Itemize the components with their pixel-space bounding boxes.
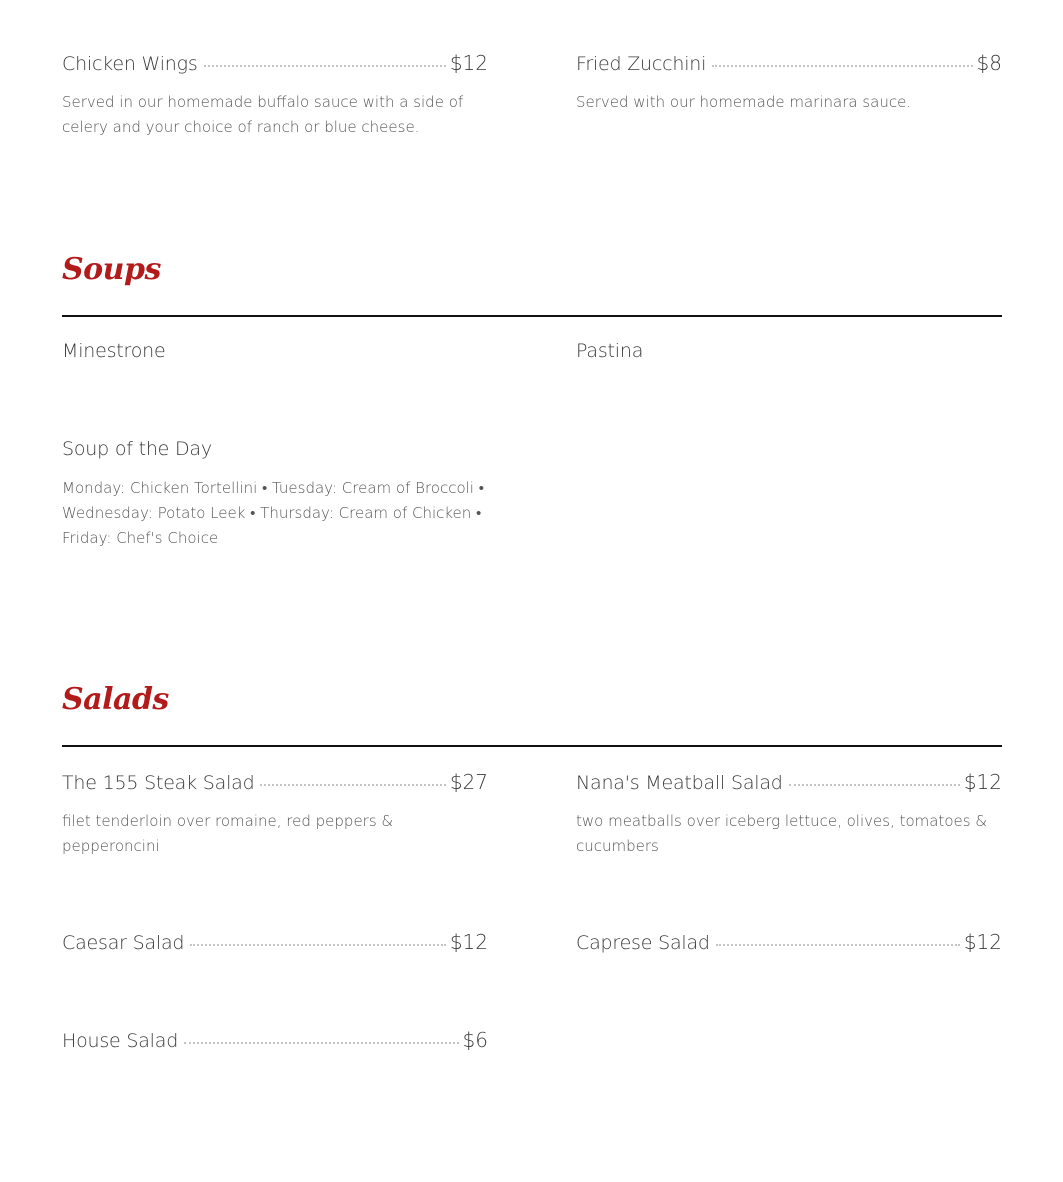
menu-item-header <box>576 768 1002 796</box>
menu-item-chicken-wings <box>62 49 488 140</box>
section-title-salads: Salads <box>62 682 169 717</box>
section-title-soups: Soups <box>62 252 161 287</box>
menu-item-description: Served in our homemade buffalo sauce with a side of celery and your choice of ranch or blue cheese. <box>62 93 464 136</box>
dot-leader <box>260 784 445 786</box>
menu-item-price: $12 <box>449 51 488 75</box>
menu-item-description: Monday: Chicken Tortellini • Tuesday: Cream of Broccoli • Wednesday: Potato Leek • Thursday: Cream of Chicken • Friday: Chef's Choice <box>62 479 484 547</box>
menu-item-header <box>576 928 1002 956</box>
dot-leader <box>190 944 446 946</box>
menu-item-name: Pastina <box>576 340 644 362</box>
menu-item-header <box>62 337 488 365</box>
menu-item-price: $12 <box>963 930 1002 954</box>
menu-item-name: Caesar Salad <box>62 932 185 954</box>
dot-leader <box>712 65 972 67</box>
menu-item-name: House Salad <box>62 1030 179 1052</box>
menu-item-description: Served with our homemade marinara sauce. <box>576 93 912 111</box>
menu-item-price: $12 <box>449 930 488 954</box>
menu-item-price: $27 <box>449 770 488 794</box>
menu-item-description: filet tenderloin over romaine, red peppers & pepperoncini <box>62 812 394 855</box>
menu-item-header <box>62 1026 488 1054</box>
menu-item-header <box>576 337 1002 365</box>
menu-item-header <box>62 435 488 463</box>
menu-item-price: $12 <box>963 770 1002 794</box>
dot-leader <box>204 65 446 67</box>
menu-item-price: $6 <box>462 1028 488 1052</box>
menu-item-name: Fried Zucchini <box>576 53 707 75</box>
menu-item-price: $8 <box>976 51 1002 75</box>
menu-item-name: Nana's Meatball Salad <box>576 772 783 794</box>
menu-item-name: Soup of the Day <box>62 438 212 460</box>
section-divider <box>62 745 1002 747</box>
dot-leader <box>716 944 960 946</box>
menu-item-header <box>576 49 1002 77</box>
menu-item-steak-salad <box>62 768 488 859</box>
menu-item-meatball-salad <box>576 768 1002 859</box>
menu-item-soup-of-the-day <box>62 435 488 551</box>
menu-item-minestrone <box>62 337 488 365</box>
menu-item-name: Chicken Wings <box>62 53 198 75</box>
menu-item-fried-zucchini <box>576 49 1002 115</box>
menu-item-name: The 155 Steak Salad <box>62 772 255 794</box>
menu-item-caesar-salad <box>62 928 488 956</box>
menu-item-header <box>62 928 488 956</box>
dot-leader <box>789 784 960 786</box>
menu-item-caprese-salad <box>576 928 1002 956</box>
menu-item-header <box>62 768 488 796</box>
menu-item-name: Minestrone <box>62 340 166 362</box>
menu-item-header <box>62 49 488 77</box>
section-divider <box>62 315 1002 317</box>
dot-leader <box>184 1042 458 1044</box>
menu-item-pastina <box>576 337 1002 365</box>
menu-item-house-salad <box>62 1026 488 1054</box>
menu-item-description: two meatballs over iceberg lettuce, olives, tomatoes & cucumbers <box>576 812 987 855</box>
menu-item-name: Caprese Salad <box>576 932 710 954</box>
